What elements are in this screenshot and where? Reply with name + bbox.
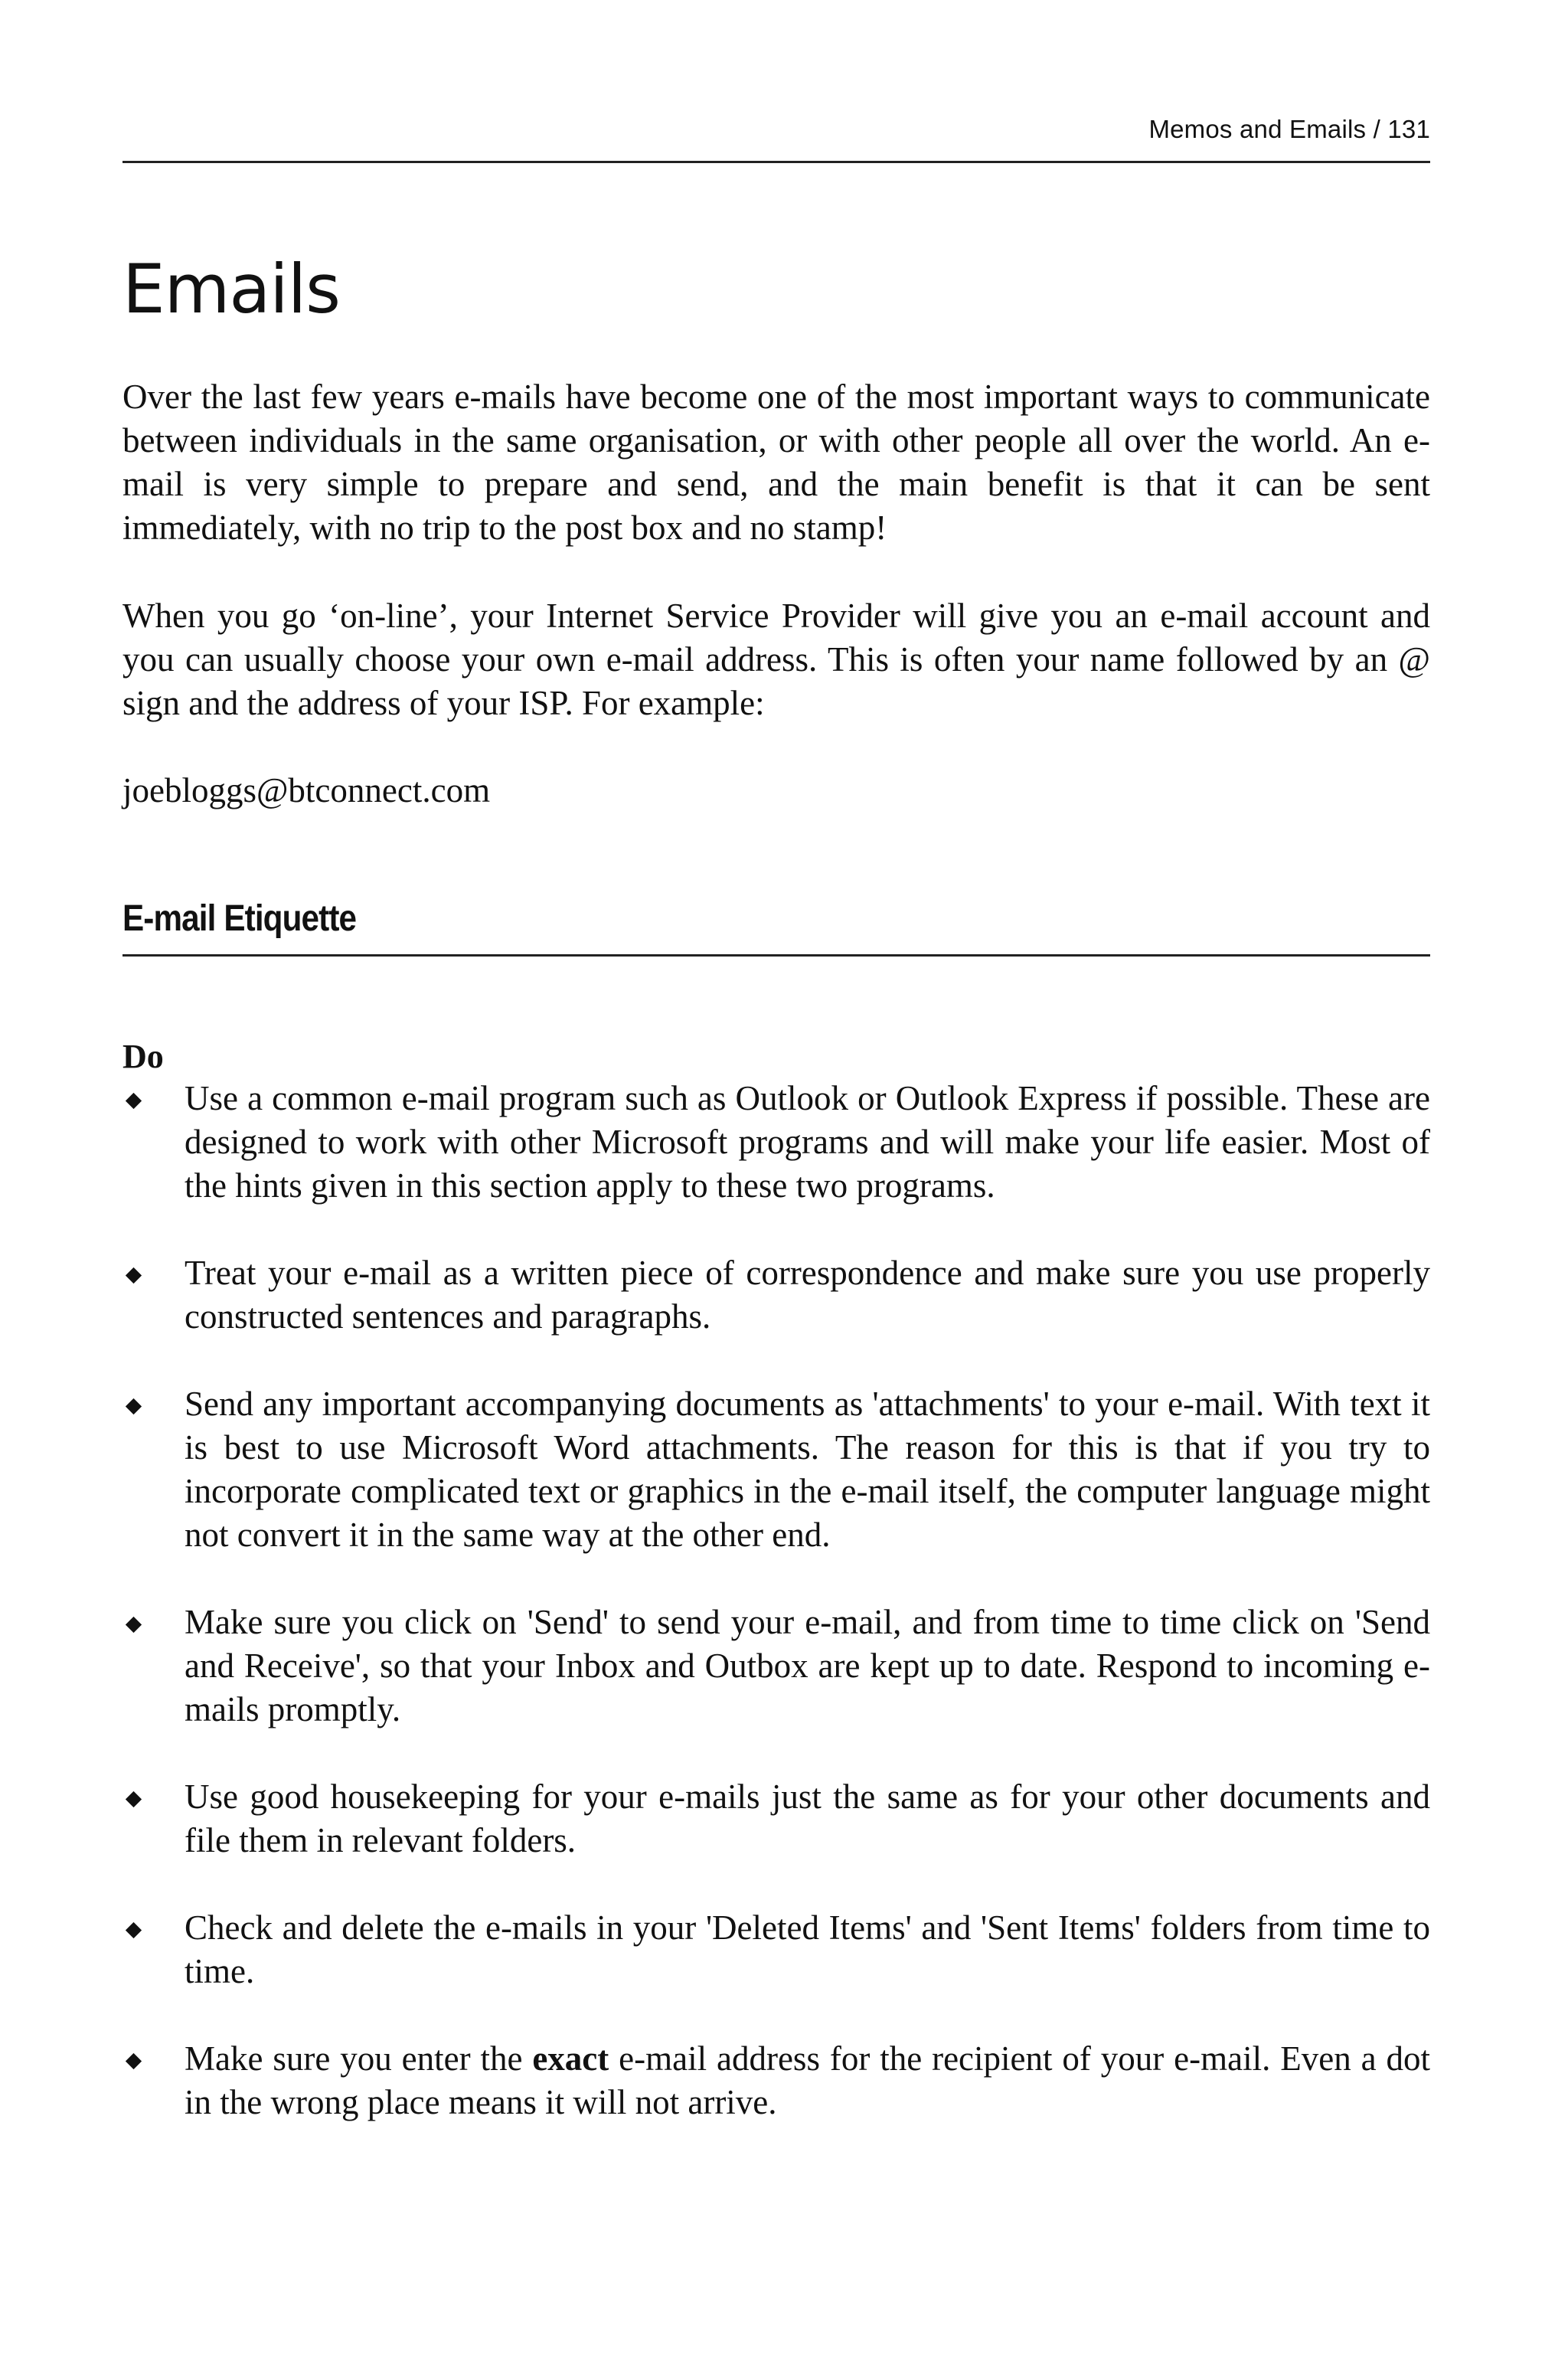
list-item-text: Use a common e-mail program such as Outlook or Outlook Express if possible. These are designed to work with other Microsoft programs and will make your life easier. Most of the hints given in this section apply to these two programs.: [185, 1079, 1430, 1205]
list-item-text: Make sure you click on 'Send' to send your e-mail, and from time to time click on 'Send and Receive', so that your Inbox and Outbox are kept up to date. Respond to incoming e-mails promptly.: [185, 1603, 1430, 1728]
list-item-text: Treat your e-mail as a written piece of correspondence and make sure you use properly constructed sentences and paragraphs.: [185, 1254, 1430, 1336]
list-item: [122, 1601, 1430, 1732]
section-title: Emails: [122, 250, 340, 329]
intro-paragraph: Over the last few years e-mails have become one of the most important ways to communicate between individuals in the same organisation, or with other people all over the world. An e-mail is very simple to prepare and send, and the main benefit is that it can be sent immediately, with no trip to the post box and no stamp!: [122, 378, 1430, 547]
diamond-bullet-icon: [126, 2053, 142, 2069]
diamond-bullet-icon: [126, 1922, 142, 1938]
running-head: Memos and Emails / 131: [1148, 115, 1430, 143]
diamond-bullet-icon: [126, 1267, 142, 1284]
list-item: [122, 1382, 1430, 1557]
header-rule: [122, 161, 1430, 163]
isp-paragraph: When you go ‘on-line’, your Internet Service Provider will give you an e-mail account and you can usually choose your own e-mail address. This is often your name followed by an @ sign and the address of your ISP. For example:: [122, 597, 1430, 722]
etiquette-heading: E-mail Etiquette: [122, 898, 357, 939]
book-page: [122, 0, 1430, 2371]
do-label: Do: [122, 1038, 164, 1075]
diamond-bullet-icon: [126, 1093, 142, 1109]
list-item-text: [185, 2037, 1430, 2124]
subheading-rule: [122, 954, 1430, 957]
do-list: [122, 1077, 1430, 2168]
list-item-text: Use good housekeeping for your e-mails just the same as for your other documents and file them in relevant folders.: [185, 1777, 1430, 1859]
diamond-bullet-icon: [126, 1791, 142, 1807]
diamond-bullet-icon: [126, 1617, 142, 1633]
emphasis-exact: exact: [532, 2039, 609, 2078]
list-item: [122, 1775, 1430, 1862]
diamond-bullet-icon: [126, 1398, 142, 1414]
list-item: [122, 1251, 1430, 1339]
list-item-text: Send any important accompanying documents as 'attachments' to your e-mail. With text it is best to use Microsoft Word attachments. The reason for this is that if you try to incorporate complicated text or graphics in the e-mail itself, the computer language might not convert it in the same way at the other end.: [185, 1385, 1430, 1554]
list-item-text-end: e-mail address for the recipient of your e-mail. Even a dot in the wrong place means it will not arrive.: [185, 2039, 1430, 2121]
list-item: [122, 2037, 1430, 2124]
list-item-text: Check and delete the e-mails in your 'Deleted Items' and 'Sent Items' folders from time to time.: [185, 1908, 1430, 1990]
list-item: [122, 1077, 1430, 1208]
example-email-address: joebloggs@btconnect.com: [122, 771, 491, 809]
list-item-text-start: Make sure you enter the: [185, 2039, 533, 2078]
list-item: [122, 1906, 1430, 1993]
